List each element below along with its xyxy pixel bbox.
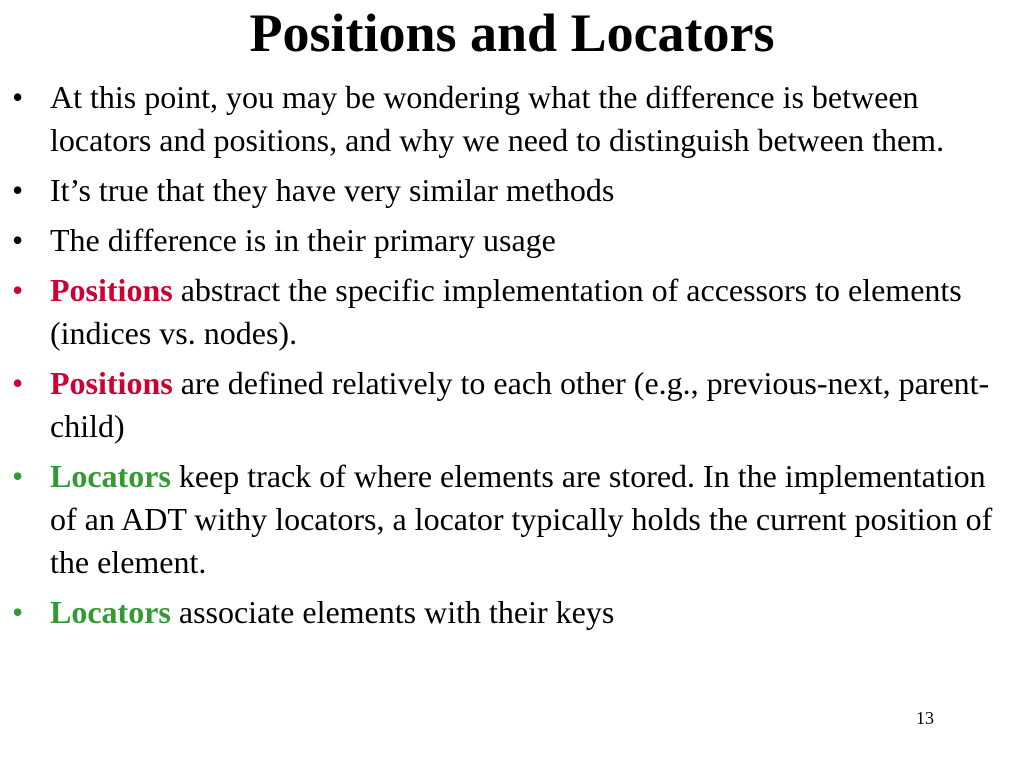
bullet-item-similar-methods bbox=[12, 169, 1012, 212]
bullet-dot-icon: • bbox=[12, 172, 24, 208]
bullet-dot-icon: • bbox=[12, 458, 24, 494]
bullet-text: are defined relatively to each other (e.g., previous-next, parent-child) bbox=[50, 365, 990, 444]
bullet-list bbox=[12, 76, 1012, 641]
bullet-item-intro bbox=[12, 76, 1012, 162]
bullet-text: keep track of where elements are stored. In the implementation of an ADT withy locators, a locator typically holds the current position of the element. bbox=[50, 458, 993, 580]
bullet-dot-icon: • bbox=[12, 222, 24, 258]
bullet-text: At this point, you may be wondering what the difference is between locators and positions, and why we need to distinguish between them. bbox=[50, 79, 945, 158]
bullet-item-positions-abstract bbox=[12, 269, 1012, 355]
bullet-text: abstract the specific implementation of accessors to elements (indices vs. nodes). bbox=[50, 272, 962, 351]
bullet-item-primary-usage bbox=[12, 219, 1012, 262]
bullet-text: associate elements with their keys bbox=[170, 594, 615, 630]
bullet-text: The difference is in their primary usage bbox=[50, 222, 556, 258]
page-number: 13 bbox=[916, 708, 934, 728]
bullet-text: It’s true that they have very similar methods bbox=[50, 172, 615, 208]
bullet-item-locators-track bbox=[12, 455, 1012, 584]
bullet-dot-icon: • bbox=[12, 272, 24, 308]
positions-keyword: Positions bbox=[50, 272, 173, 308]
bullet-dot-icon: • bbox=[12, 365, 24, 401]
positions-keyword: Positions bbox=[50, 365, 173, 401]
bullet-item-locators-keys bbox=[12, 591, 1012, 634]
locators-keyword: Locators bbox=[50, 594, 171, 630]
locators-keyword: Locators bbox=[50, 458, 171, 494]
bullet-item-positions-relative bbox=[12, 362, 1012, 448]
bullet-dot-icon: • bbox=[12, 594, 24, 630]
slide-title: Positions and Locators bbox=[249, 3, 775, 63]
bullet-dot-icon: • bbox=[12, 79, 24, 115]
